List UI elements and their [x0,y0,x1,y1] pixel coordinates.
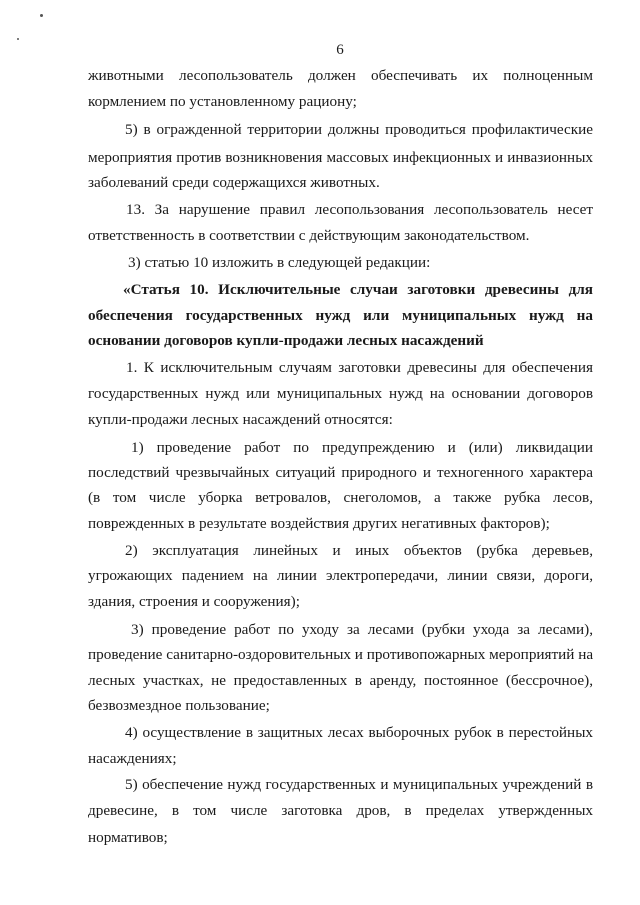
text-line: безвозмездное пользование; [88,697,270,714]
text-line: нормативов; [88,829,168,846]
text-line: животными лесопользователь должен обеспечивать их полноценным [88,67,593,84]
text-line: 2) эксплуатация линейных и иных объектов (рубка деревьев, [125,542,593,559]
text-line: обеспечения государственных нужд или муниципальных нужд на [88,307,593,324]
text-line: 5) в огражденной территории должны проводиться профилактические [125,121,593,138]
text-line: здания, строения и сооружения); [88,593,300,610]
page-number: 6 [336,42,344,58]
text-line: кормлением по установленному рациону; [88,93,357,110]
text-line: лесных участках, не предоставленных в аренду, постоянное (бессрочное), [88,672,593,689]
text-line: 4) осуществление в защитных лесах выборочных рубок в перестойных [125,724,593,741]
scan-speck [40,14,43,17]
text-line: 3) проведение работ по уходу за лесами (рубки ухода за лесами), [131,621,593,638]
text-line: угрожающих падением на линии электропередачи, линии связи, дороги, [88,567,593,584]
text-line: основании договоров купли-продажи лесных насаждений [88,332,484,349]
text-line: 3) статью 10 изложить в следующей редакции: [128,254,431,271]
text-line: 1) проведение работ по предупреждению и (или) ликвидации [131,439,593,456]
text-line: заболеваний среди содержащихся животных. [88,174,380,191]
text-line: (в том числе уборка ветровалов, снеголомов, а также рубка лесов, [88,489,593,506]
text-line: 1. К исключительным случаям заготовки древесины для обеспечения [126,359,593,376]
text-line: последствий чрезвычайных ситуаций природного и техногенного характера [88,464,593,481]
text-line: мероприятия против возникновения массовых инфекционных и инвазионных [88,149,593,166]
text-line: насаждениях; [88,750,177,767]
scan-speck [17,38,19,40]
text-line: древесине, в том числе заготовка дров, в пределах утвержденных [88,802,593,819]
text-line: «Статья 10. Исключительные случаи заготовки древесины для [123,281,593,298]
text-line: проведение санитарно-оздоровительных и противопожарных мероприятий на [88,646,594,663]
text-line: поврежденных в результате воздействия других негативных факторов); [88,515,550,532]
text-line: 5) обеспечение нужд государственных и муниципальных учреждений в [125,776,593,793]
text-line: ответственность в соответствии с действующим законодательством. [88,227,530,244]
text-line: 13. За нарушение правил лесопользования лесопользователь несет [126,201,593,218]
text-line: купли-продажи лесных насаждений относятся: [88,411,393,428]
text-line: государственных нужд или муниципальных нужд на основании договоров [88,385,593,402]
